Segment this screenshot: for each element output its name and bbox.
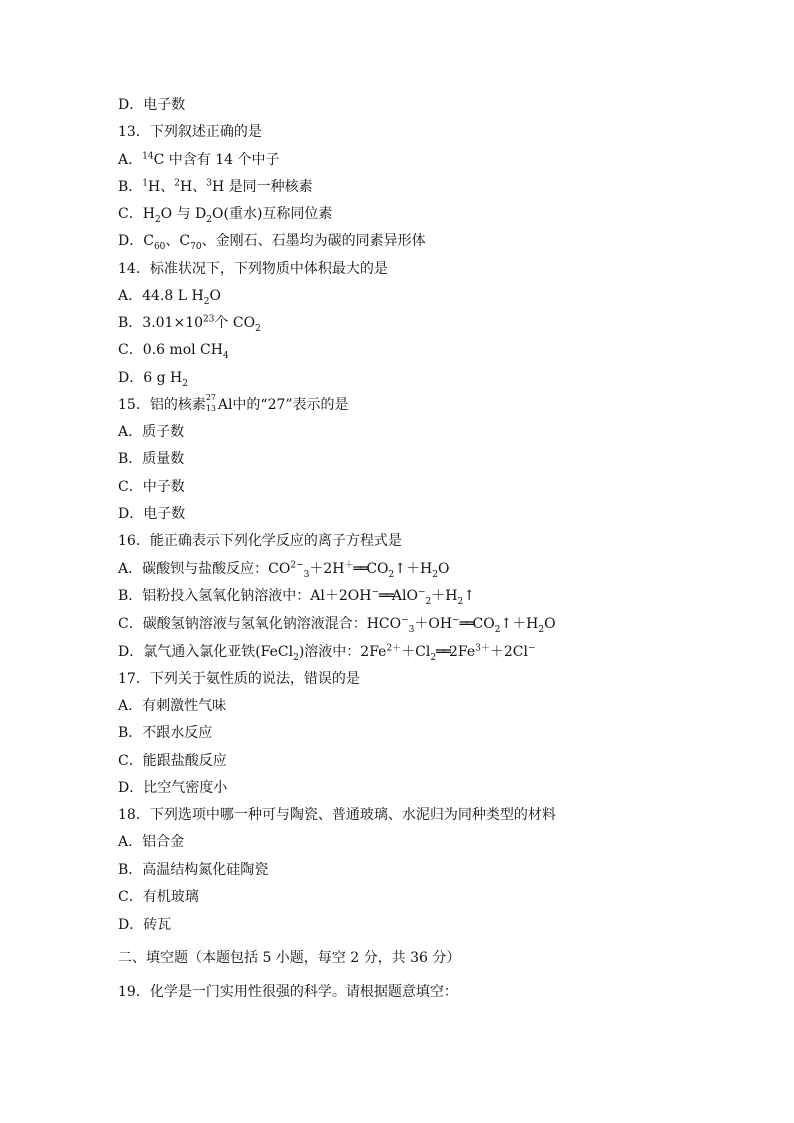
q17-option-c: C．能跟盐酸反应 [118, 753, 227, 769]
q18-option-a: A．铝合金 [118, 834, 185, 850]
q18-option-c: C．有机玻璃 [118, 889, 199, 905]
q13-option-c: C．$H_2O$ 与 $D_2O$(重水)互称同位素 [118, 206, 333, 225]
q16-stem: 16．能正确表示下列化学反应的离子方程式是 [118, 533, 402, 549]
q14-option-d: D．6 g $H_2$ [118, 370, 188, 389]
q14-option-a: A．44.8 L $H_2O$ [118, 288, 221, 307]
q16-option-b: B．铝粉投入氢氧化钠溶液中：$Al+2OH^-══AlO^-_2+H_2↑$ [118, 587, 475, 607]
q14-stem: 14．标准状况下，下列物质中体积最大的是 [118, 261, 388, 277]
q13-option-a: A．$^{14}$C 中含有 14 个中子 [118, 151, 280, 168]
q14-option-c: C．0.6 mol $CH_4$ [118, 342, 229, 361]
q12-option-d: D．电子数 [118, 97, 186, 113]
q18-option-b: B．高温结构氮化硅陶瓷 [118, 862, 269, 878]
q13-option-d: D．$C_{60}$、$C_{70}$、金刚石、石墨均为碳的同素异形体 [118, 233, 426, 252]
q16-option-c: C．碳酸氢钠溶液与氢氧化钠溶液混合：$HCO^-_3+OH^-══CO_2↑+H_2O$ [118, 615, 556, 635]
q16-option-d: D．氯气通入氯化亚铁(FeCl$_2$)溶液中：$2Fe^{2+}+Cl_2══2Fe^{3+}+2Cl^-$ [118, 643, 536, 663]
section-heading-fill-in: 二、填空题（本题包括 5 小题，每空 2 分，共 36 分） [118, 950, 461, 966]
q17-option-a: A．有刺激性气味 [118, 698, 227, 714]
q17-stem: 17．下列关于氨性质的说法，错误的是 [118, 671, 360, 687]
q18-option-d: D．砖瓦 [118, 917, 172, 933]
q19-stem: 19．化学是一门实用性很强的科学。请根据题意填空： [118, 984, 458, 1000]
q15-option-b: B．质量数 [118, 451, 185, 467]
q15-option-a: A．质子数 [118, 424, 185, 440]
q15-option-c: C．中子数 [118, 479, 185, 495]
q14-option-b: B．$3.01\times 10^{23}$个 $CO_2$ [118, 314, 261, 334]
q17-option-d: D．比空气密度小 [118, 780, 228, 796]
q13-option-b: B．$^1$H、$^2$H、$^3$H 是同一种核素 [118, 178, 313, 195]
q17-option-b: B．不跟水反应 [118, 725, 213, 741]
q13-stem: 13．下列叙述正确的是 [118, 124, 262, 140]
q15-stem: 15．铝的核素 27 13 Al中的“27”表示的是 [118, 393, 349, 413]
q18-stem: 18．下列选项中哪一种可与陶瓷、普通玻璃、水泥归为同种类型的材料 [118, 807, 556, 823]
nuclide-notation: 27 13 [205, 393, 217, 413]
q15-option-d: D．电子数 [118, 506, 186, 522]
q16-option-a: A．碳酸钡与盐酸反应：$CO^{2-}_3+2H^+══CO_2↑+H_2O$ [118, 560, 450, 580]
